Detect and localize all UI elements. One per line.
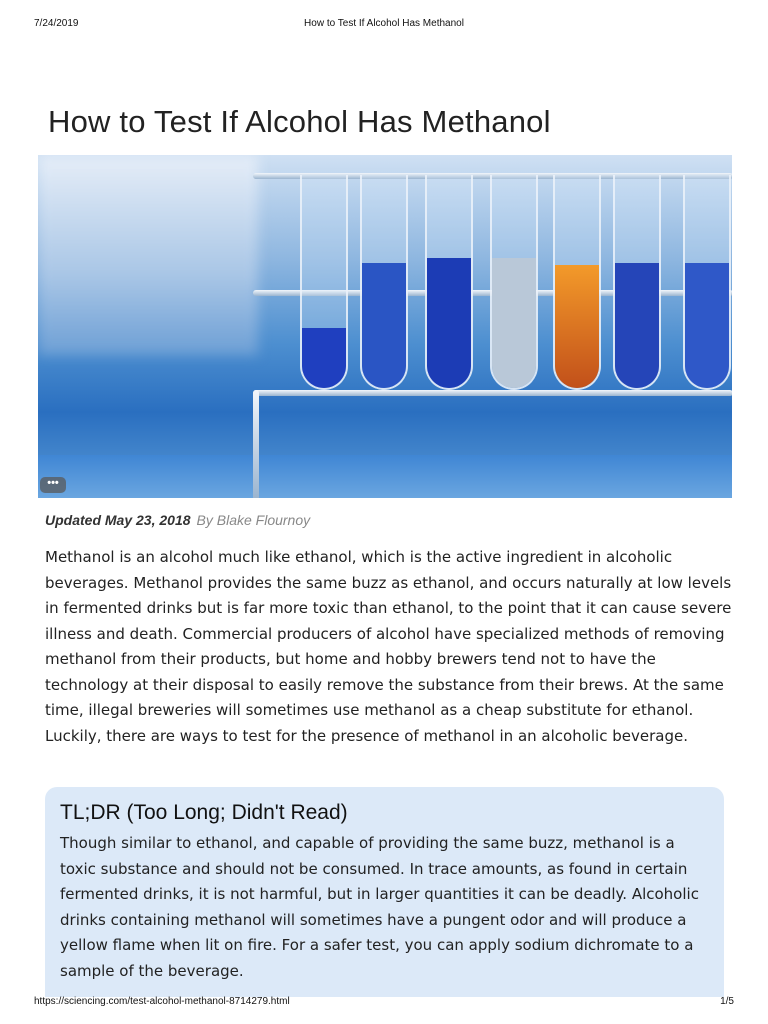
image-more-button[interactable]: •••: [40, 477, 66, 493]
page-number: 1/5: [720, 996, 734, 1007]
footer-url: https://sciencing.com/test-alcohol-methanol-8714279.html: [34, 996, 290, 1007]
tldr-text: Though similar to ethanol, and capable of providing the same buzz, methanol is a toxic substance and should not be consumed. In trace amounts, as found in certain fermented drinks, it is not harmful, but in larger quantities it can be deadly. Alcoholic drinks containing methanol will sometimes have a pungent odor and will produce a yellow flame when lit on fire. For a safer test, you can apply sodium dichromate to a sample of the beverage.: [60, 834, 699, 980]
article-title: How to Test If Alcohol Has Methanol: [48, 104, 551, 139]
tldr-title: TL;DR (Too Long; Didn't Read): [60, 801, 348, 824]
updated-date: Updated May 23, 2018: [45, 512, 191, 528]
print-date: 7/24/2019: [34, 18, 79, 29]
intro-paragraph: Methanol is an alcohol much like ethanol, which is the active ingredient in alcoholic beverages. Methanol provides the same buzz as ethanol, and occurs naturally at low levels in fermented drinks but is far more toxic than ethanol, to the point that it can cause severe illness and death. Commercial producers of alcohol have specialized methods of removing methanol from their products, but home and hobby brewers tend not to have the technology at their disposal to easily remove the substance from their brews. At the same time, illegal breweries will sometimes use methanol as a cheap substitute for ethanol. Luckily, there are ways to test for the presence of methanol in an alcoholic beverage.: [45, 548, 732, 745]
print-title: How to Test If Alcohol Has Methanol: [304, 18, 464, 29]
hero-image-test-tubes: [38, 155, 732, 498]
tldr-box: [45, 787, 724, 997]
author[interactable]: By Blake Flournoy: [196, 512, 311, 528]
article-meta: [45, 512, 310, 528]
